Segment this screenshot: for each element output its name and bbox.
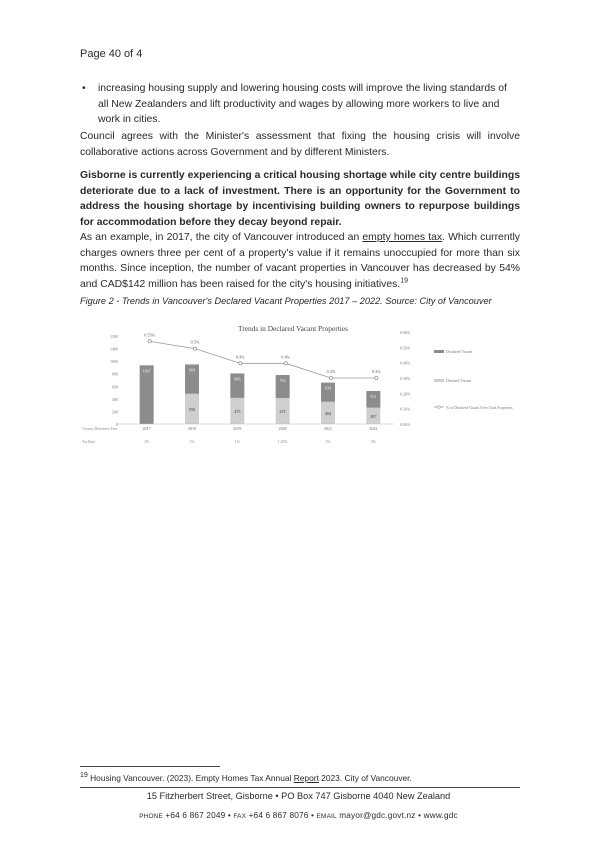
right-axis (400, 330, 411, 427)
phone-number[interactable]: +64 6 867 2049 (165, 811, 226, 820)
separator-dot-icon: • (227, 811, 231, 820)
fax-number: +64 6 867 8076 (248, 811, 309, 820)
left-tick-label: 1500 (110, 334, 118, 339)
percent-point (329, 376, 332, 379)
footnote-text-a: Housing Vancouver. (2023). Empty Homes Tax Annual (87, 773, 294, 783)
percent-point-label: 0.5% (190, 339, 200, 345)
tax-rate-label: 1% (234, 440, 240, 444)
percent-point-label: 0.55% (144, 332, 156, 338)
percent-line (150, 341, 377, 378)
right-tick-label: 0.10% (400, 406, 411, 412)
left-tick-label: 1000 (110, 359, 118, 365)
deemed-vacant-value: 471 (279, 409, 286, 415)
percent-point-label: 0.4% (235, 354, 245, 360)
separator-dot-icon: • (311, 811, 315, 820)
council-address: 15 Fitzherbert Street, Gisborne • PO Box 747 Gisborne 4040 New Zealand (146, 791, 451, 801)
percent-point-label: 0.3% (371, 369, 381, 374)
declared-vacant-value: 634 (324, 385, 332, 391)
footnote (80, 773, 412, 783)
left-tick-label: 0 (116, 422, 118, 427)
fax-label: FAX (233, 813, 247, 820)
deemed-vacant-value: 475 (234, 408, 241, 414)
percent-point (375, 376, 378, 379)
page-number: Page 40 of 4 (80, 48, 143, 60)
right-tick-label: 0.20% (400, 391, 411, 397)
percent-point-label: 0.4% (281, 354, 291, 360)
separator-dot-icon: • (418, 811, 422, 820)
right-tick-label: 0.50% (400, 345, 411, 351)
x-tick-label: 2020 (278, 426, 287, 431)
tax-rate-label: 1% (189, 440, 195, 444)
footnote-divider (80, 766, 220, 767)
phone-label: PHONE (139, 813, 163, 820)
bullet-text: increasing housing supply and lowering housing costs will improve the living standards of all New Zealanders and lift productivity and wages by allowing more workers to live and work in cities. (98, 83, 507, 125)
left-axis (110, 334, 118, 427)
tax-rate-label: 1% (144, 440, 150, 444)
tax-rate-label: 3% (370, 440, 376, 444)
vacant-properties-chart (80, 318, 520, 453)
declared-vacant-value: 969 (188, 367, 196, 373)
footnote-number: 19 (80, 772, 88, 780)
email-label: EMAIL (316, 813, 337, 820)
deemed-vacant-value: 404 (324, 410, 332, 416)
x-tick-label: 2021 (324, 426, 332, 431)
left-tick-label: 200 (112, 409, 118, 415)
footnote-ref[interactable]: 19 (400, 277, 409, 285)
right-tick-label: 0.00% (400, 422, 411, 427)
legend-percent-label: % of Declared Vacant Over Total Properties (446, 406, 513, 410)
figure-caption: Figure 2 - Trends in Vancouver's Declared Vacant Properties 2017 – 2022. Source: City of Vancouver (80, 296, 492, 306)
legend-declared-label: Declared Vacant (446, 349, 473, 354)
percent-point-label: 0.3% (326, 369, 336, 374)
percent-point (193, 347, 196, 350)
deemed-vacant-value: 297 (370, 413, 377, 419)
x-tick-label: 2019 (233, 426, 242, 431)
declared-vacant-value: 763 (279, 378, 286, 384)
right-tick-label: 0.30% (400, 376, 411, 381)
percent-point (148, 340, 151, 343)
paragraph-gisborne-shortage: Gisborne is currently experiencing a critical housing shortage while city centre buildings deteriorate due to a lack of investment. There is an opportunity for the Government to address the housing shortage by incentivising building owners to repurpose buildings for accommodation before they decay beyond repair. (80, 170, 520, 228)
legend-deemed-label: Deemed Vacant (446, 378, 472, 383)
para3-text-b: . Which currently charges owners three per cent of a property's value if it remains unoccupied for more than six months. Since inception, the number of vacant properties in Vancouver has decreased by 54% and CAD$142 million has been raised for the city's housing initiatives. (80, 232, 520, 290)
declared-vacant-value: 1067 (142, 368, 151, 374)
empty-homes-tax-link[interactable]: empty homes tax (362, 232, 443, 243)
tax-rate-label: 1.25% (277, 440, 288, 444)
contact-line (0, 811, 597, 820)
row-label-tax: Tax Rate (82, 440, 95, 444)
row-label-year: Vacancy Reference Year (82, 427, 118, 431)
bullet-dot-icon: • (82, 83, 86, 94)
legend-deemed-swatch (434, 379, 444, 382)
bullet-item (82, 81, 520, 128)
left-tick-label: 800 (112, 371, 118, 377)
para3-text-a: As an example, in 2017, the city of Vancouver introduced an (80, 232, 363, 243)
chart-legend (434, 349, 513, 410)
right-tick-label: 0.60% (400, 330, 411, 335)
chart-title: Trends in Declared Vacant Properties (237, 324, 349, 333)
left-tick-label: 600 (112, 384, 118, 390)
legend-declared-swatch (434, 350, 444, 353)
x-tick-label: 2022 (369, 426, 378, 431)
bar-series (140, 364, 381, 424)
x-axis (82, 424, 394, 444)
x-tick-label: 2017 (142, 426, 151, 431)
right-tick-label: 0.40% (400, 360, 411, 366)
footnote-text-b: 2023. City of Vancouver. (318, 773, 412, 783)
legend-percent-marker (438, 406, 441, 409)
report-link[interactable]: Report (293, 773, 319, 783)
tax-rate-label: 3% (325, 440, 331, 444)
paragraph-vancouver-example (80, 230, 520, 292)
left-tick-label: 1400 (110, 346, 118, 352)
x-tick-label: 2018 (188, 426, 196, 431)
declared-vacant-bar (140, 365, 154, 424)
email-address[interactable]: mayor@gdc.govt.nz (339, 811, 416, 820)
website[interactable]: www.gdc (423, 811, 458, 820)
percent-point (284, 362, 287, 365)
declared-vacant-value: 808 (234, 376, 241, 382)
deemed-vacant-value: 550 (188, 406, 196, 412)
address-divider (80, 787, 520, 788)
left-tick-label: 400 (112, 396, 118, 402)
declared-vacant-value: 551 (370, 393, 377, 399)
percent-point (239, 362, 242, 365)
paragraph-collaboration: Council agrees with the Minister's assessment that fixing the housing crisis will involve collaborative actions across Government and by different Ministers. (80, 131, 520, 158)
